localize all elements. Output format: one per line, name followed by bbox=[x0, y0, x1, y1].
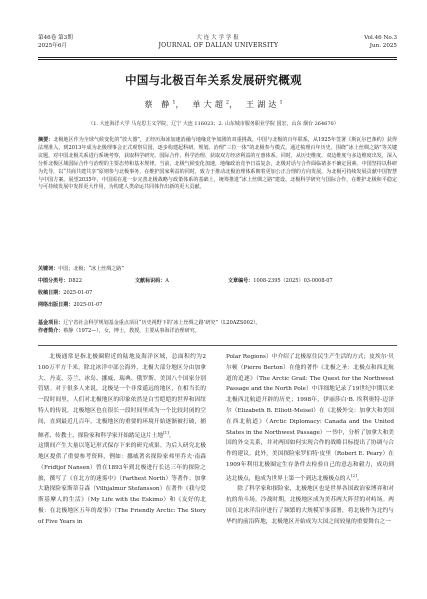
header-rule-thin bbox=[38, 59, 397, 60]
clc-number bbox=[38, 278, 82, 286]
pub-date-en: Jun. 2025 bbox=[369, 43, 397, 49]
author-bio-text: 蔡静（1972—），女，博士，教授，主要从事海洋治理研究。 bbox=[63, 327, 200, 334]
body-column-left bbox=[38, 352, 206, 528]
funding-text: 辽宁省社会科学规划基金重点项目“历史视野下的‘冰上丝绸之路’研究”（L20AZS002）。 bbox=[63, 320, 261, 326]
author-affil-mark: 2 bbox=[225, 99, 230, 106]
funding-label: 基金项目： bbox=[38, 320, 64, 326]
received-label: 收稿日期： bbox=[38, 290, 64, 296]
body-paragraph: 这期间产生大量以笔记形式保存下来的研究成果。为后人研究北极地区提供了重要参考资料，例如：挪威著名探险家弗里乔夫·南森（Fridtjof Nansen）曾在1893年到北极进行长达三年的探险之旅，撰写了《在北方的迷雾中》（Farthest North）等著作；加拿大籍探险家斯蒂芬森（Vilhjalmur Stefansson）在著作《我与爱斯基摩人的生活》（My Life with the Eskimo）和《友好的北极：在北极地区五年的故事》（The Friendly Arctic: The Story of Five Years in bbox=[38, 443, 206, 525]
online-date bbox=[38, 302, 102, 310]
received-value: 2025-01-07 bbox=[63, 290, 93, 296]
volume-issue-en: Vol.46 No.3 bbox=[364, 35, 397, 41]
clc-label: 中图分类号： bbox=[38, 278, 69, 284]
online-label: 网络出版日期： bbox=[38, 302, 74, 308]
keywords-label: 关键词： bbox=[38, 266, 59, 272]
author-name: 王湖达 bbox=[245, 99, 280, 109]
author-list: 蔡 静$^1$， 单大超$^2$， 王湖达$^1$ bbox=[144, 99, 283, 109]
abstract-separator bbox=[38, 345, 397, 346]
article-number-label: 文章编号： bbox=[228, 278, 254, 284]
abstract bbox=[38, 137, 397, 192]
keywords-text: 中国；北极；“冰上丝绸之路” bbox=[58, 266, 124, 272]
doc-code bbox=[135, 278, 169, 286]
author-bio bbox=[38, 328, 397, 336]
citation-mark: [2] bbox=[351, 472, 357, 478]
pub-date-cn: 2025年6月 bbox=[38, 43, 67, 49]
journal-name-en: JOURNAL OF DALIAN UNIVERSITY bbox=[158, 42, 279, 49]
volume-issue-cn: 第46卷 第3期 bbox=[38, 35, 73, 41]
body-paragraph: 除了科学家和探险家，北极地区也是世界各国政治家博弈和对抗的角斗场。冷战时期，北极地区成为美苏两大阵营的对峙场。两国在北冰洋沿岸进行了频繁的大规模军事部署，将北极作为北约与华约的前沿阵地，北极地区开始成为大国之间较量的重要舞台之一 bbox=[226, 486, 394, 525]
affiliation: （1. 大连海洋大学 马克思主义学院，辽宁 大连 116023；2. 山东城市服务职业学院 国宏，山东 烟台 264670） bbox=[88, 121, 339, 127]
article-number bbox=[228, 278, 333, 286]
body-column-right bbox=[226, 352, 394, 528]
author-bio-label: 作者简介： bbox=[38, 327, 64, 334]
author-name: 单大超 bbox=[192, 99, 226, 109]
doc-code-label: 文献标识码： bbox=[135, 278, 166, 284]
keywords bbox=[38, 266, 124, 274]
clc-value: D822 bbox=[68, 278, 82, 284]
abstract-label: 摘要： bbox=[38, 137, 54, 143]
author-affil-mark: 1 bbox=[279, 99, 283, 106]
author-name: 蔡 静 bbox=[144, 99, 173, 109]
article-title: 中国与北极百年关系发展研究概观 bbox=[125, 73, 302, 87]
body-paragraph: 北极通常是指北极圈附近的陆地及海洋区域，总面积约为2 100万平方千米。除北冰洋中部公海外，北极大部分地区分由加拿大、丹麦、芬兰、冰岛、挪威、瑞典、俄罗斯、美国八个国家分别管辖。对于很多人来说，北极是一个非常遥远的地区，在相当长的一段时间里，人们对北极地区的印象依然是白雪皑皑的世界和因纽特人的传说。北极地区也在很长一段时间里成为一个比较封闭的空间，直到最近几百年，北极地区的重要的环境开始逐渐被打破，捕鲸者、传教士、探险家和科学家开始踏足这片土地[1]。 bbox=[38, 354, 206, 439]
online-value: 2025-01-07 bbox=[73, 302, 103, 308]
funding bbox=[38, 320, 397, 328]
article-number-value: 1008-2395（2025）03-0008-07 bbox=[253, 278, 333, 284]
running-header bbox=[38, 34, 397, 60]
author-affil-mark: 1 bbox=[172, 99, 176, 106]
body-paragraph: Polar Regions）中介绍了北极原住民生产生活的方式；皮埃尔·贝尔顿（Pierre Berton）在他的著作《北极之圣：北极点和西北航道的追逐》（The Arctic Grail: The Quest for the Northwest Passage and the North Pole）中详细地记录了19世纪中期以来北极西北航道开辟的历史；1998年，伊丽莎白·B. 埃利奥特-迈泽尔（Elizabeth B. Elliott-Meisel）在《北极外交：加拿大和美国在西北航道》（Arctic Diplomacy: Canada and the United States in the Northwest Passage）一书中，分析了加拿大和美国的外交关系，并对两国如何实现合作的战略目标提出了协调与合作的建议。此外，美国探险家罗伯特·皮里（Robert E. Peary）在1909年利用北极圈定生存条件去检验自己的意志和毅力，成功到达北极点，他成为世界上第一个到达北极极点的人[2]。 bbox=[226, 354, 394, 482]
abstract-text: 北极地区作为全球气候变化的“放大器”，正经历海冰加速消融与地缘竞争加剧的双重挑战。中国与北极的百年联系，从1925年签署《斯瓦尔巴条约》获得法理准入，到2013年成为北极理事会正式观察员国，逐步构建起科研、规划、治理“三位一体”的北极参与模式。通过梳理百年历史，围绕“冰上丝绸之路”等关键议题，对中国北极关系进行系统考察，获取科学研究、国际合作、科学治理、获取双方经济利益的互惠体系。同时，从历史维度、双边维度与多边维度出发，深入分析北极区域国际合作与治理的主要态势和基本规律。当前，北极气候变化加速，地缘政治竞争日益复杂，北极对话与合作面临诸多不确定因素。中国坚持以科研为先导，以“共商共建共享”原则参与北极事务，在维护国家利益的同时，致力于推动北极治理体系朝着更加公正合理的方向发展，为北极可持续发展贡献中国智慧与中国方案。展望2035年，中国需在进一步完善北极战略与政策体系的基础上，统筹推进“冰上丝绸之路”建设、北极科学研究与国际合作，在维护北极和平稳定与可持续发展中发挥更大作用，为构建人类命运共同体作出新的更大贡献。 bbox=[38, 137, 397, 191]
funding-and-bio bbox=[38, 320, 397, 336]
header-rule-thick bbox=[38, 57, 397, 58]
citation-mark: [1] bbox=[163, 429, 169, 435]
doc-code-value: A bbox=[165, 278, 169, 284]
received-date bbox=[38, 290, 92, 298]
journal-name-cn: 大连大学学报 bbox=[196, 35, 241, 41]
